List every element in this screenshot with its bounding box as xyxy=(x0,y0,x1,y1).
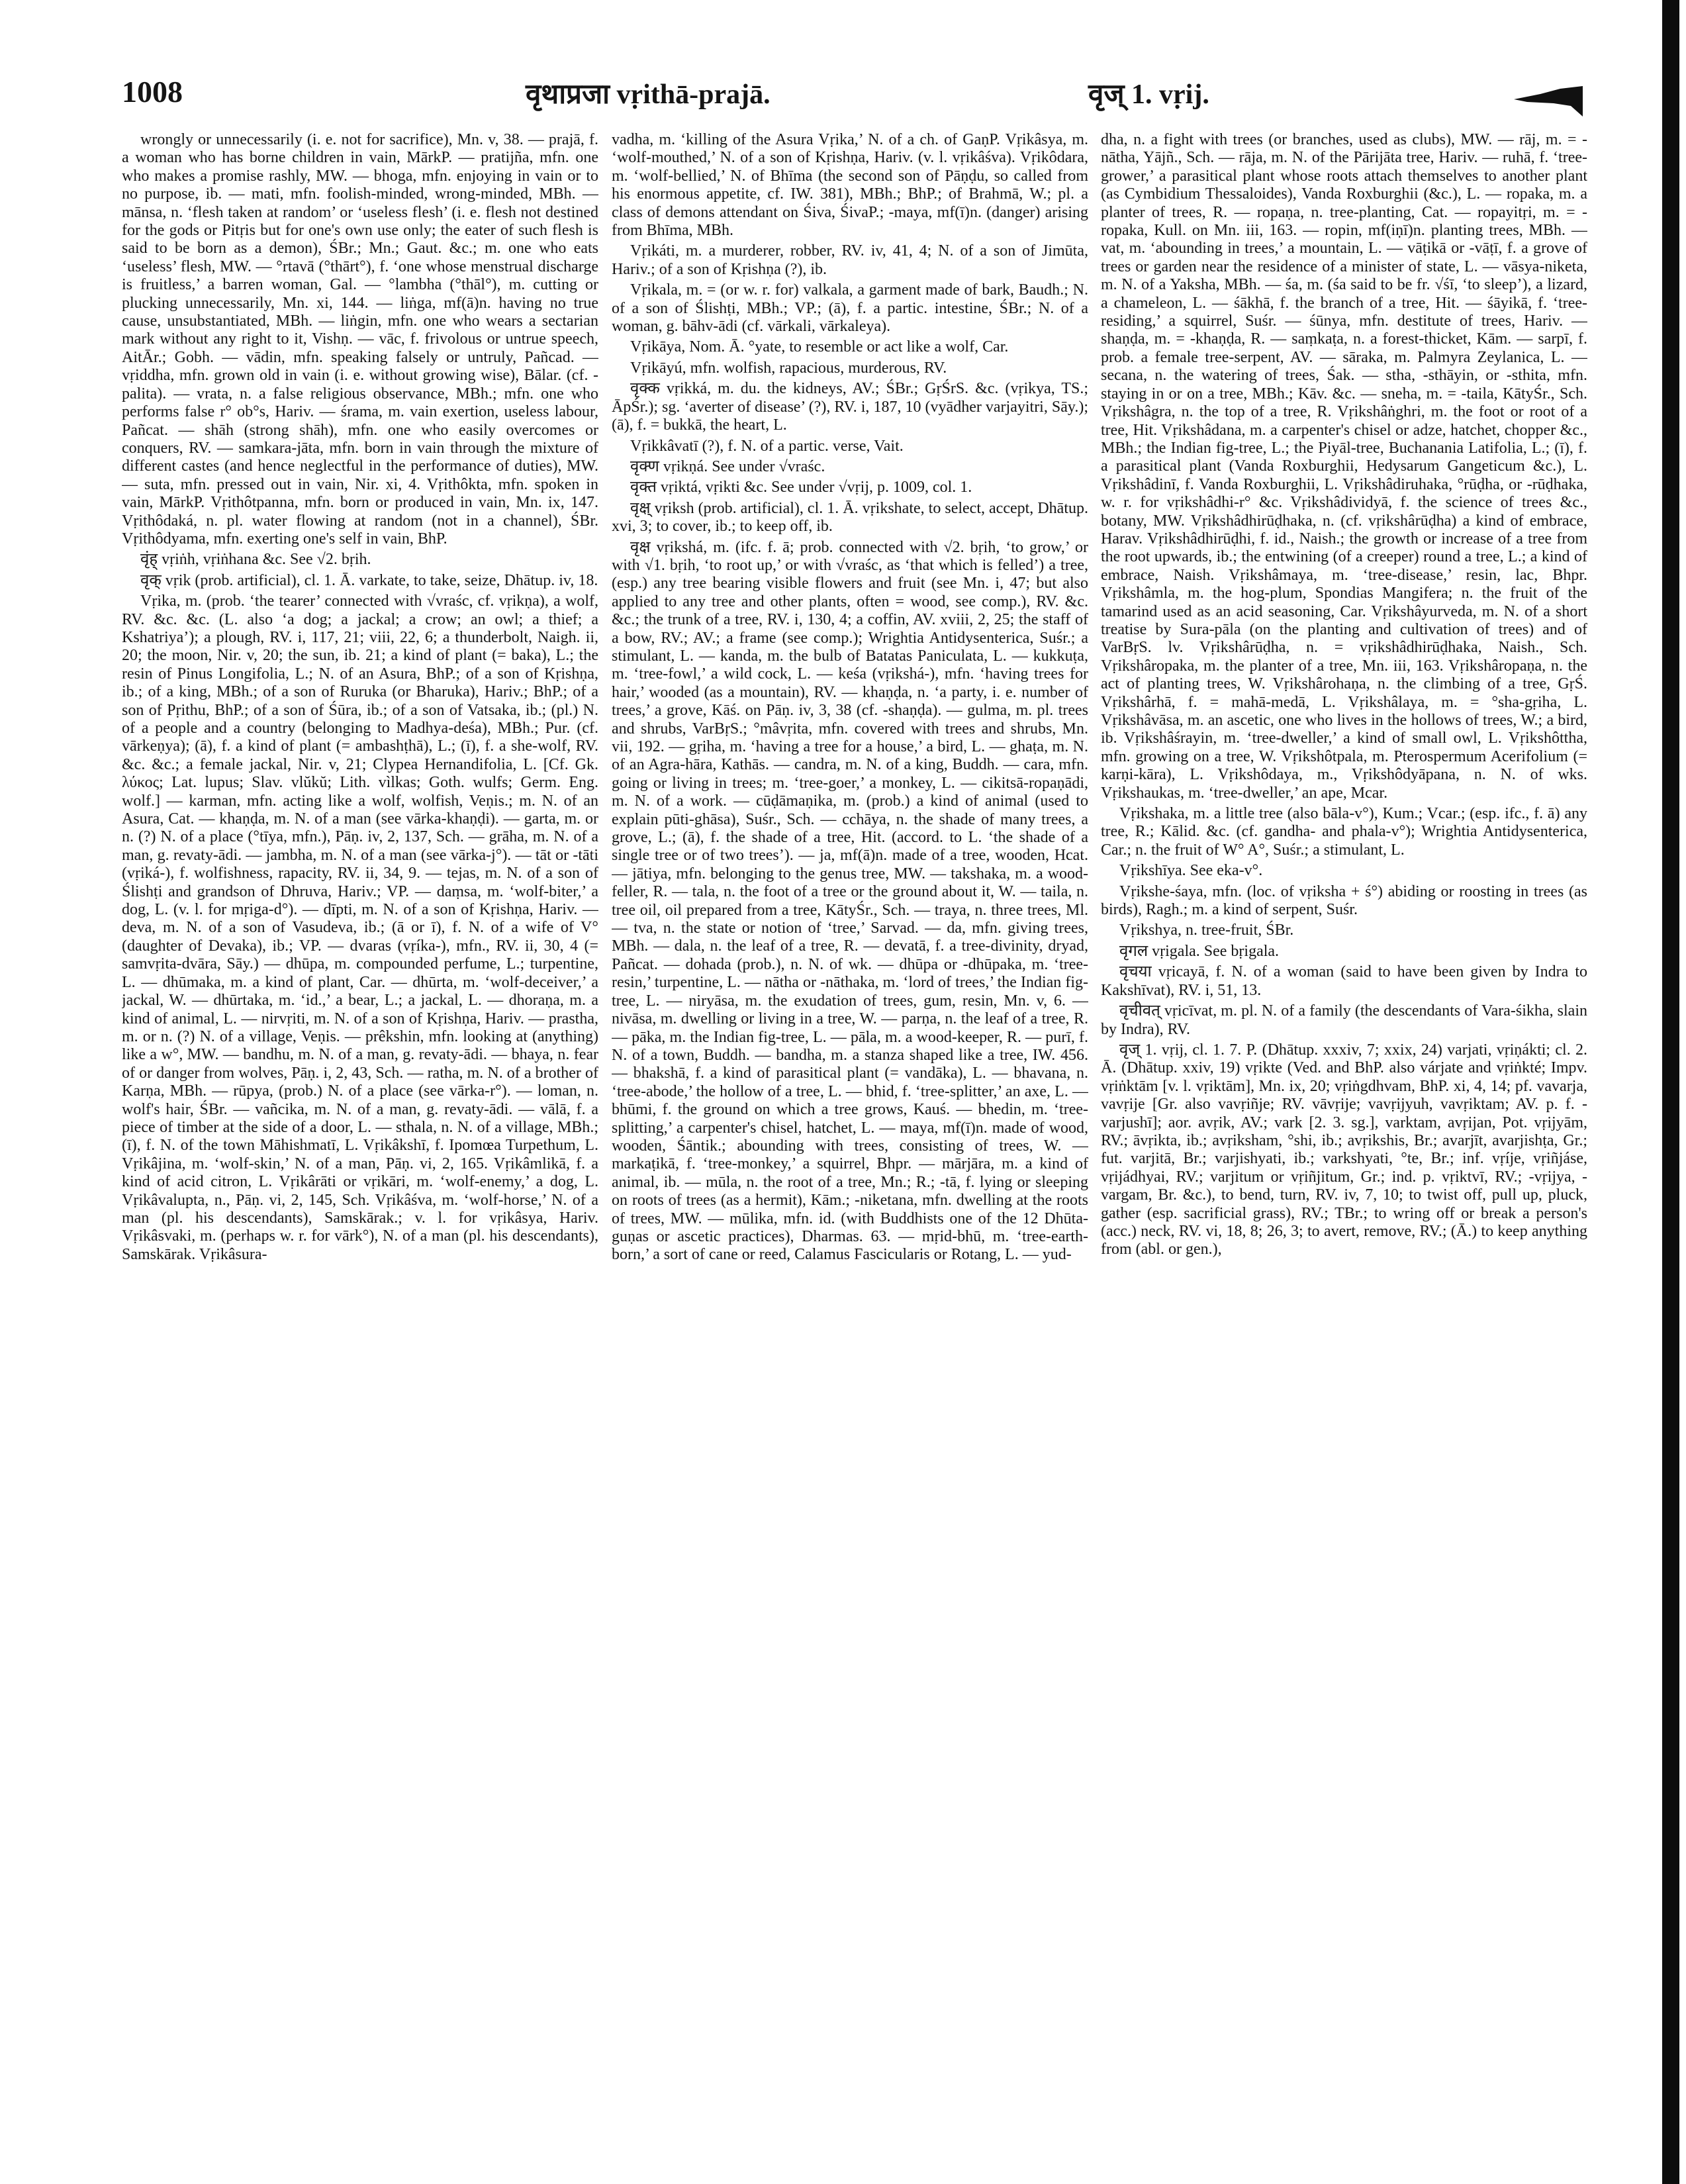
running-head-right: वृज् 1. vṛij. xyxy=(1088,79,1209,110)
dictionary-entry: Vṛika, m. (prob. ‘the tearer’ connected with √vraśc, cf. vṛikṇa), a wolf, RV. &c. &c. (L. also ‘a dog; a jackal; a crow; an owl; a thief; a Kshatriya’); a plough, RV. i, 117, 21; viii, 22, 6; a thunderbolt, Naigh. ii, 20; the moon, Nir. v, 20; the sun, ib. 21; a kind of plant (= baka), L.; the resin of Pinus Longifolia, L.; N. of an Asura, BhP.; of a son of Kṛishṇa, ib.; of a king, MBh.; of a son of Ruruka (or Bharuka), Hariv.; BhP.; of a son of Pṛithu, BhP.; of a son of Śūra, ib.; of a son of Vatsaka, ib.; (pl.) N. of a people and a country (belonging to Madhya-deśa), MBh.; Pur. (cf. vārkeṇya); (ā), f. a kind of plant (= ambashṭhā), L.; (ī), f. a she-wolf, RV. &c. &c.; a female jackal, Nir. v, 21; Clypea Hernandifolia, L. [Cf. Gk. λύκος; Lat. lupus; Slav. vlŭkŭ; Lith. vìlkas; Goth. wulfs; Germ. Eng. wolf.] — karman, mfn. acting like a wolf, wolfish, Veṇis.; m. N. of an Asura, Cat. — khaṇḍa, m. N. of a man (see vārka-khaṇḍi). — garta, m. or n. (?) N. of a place (°tīya, mfn.), Pāṇ. iv, 2, 137, Sch. — grāha, m. N. of a man, g. revaty-ādi. — jambha, m. N. of a man (see vārka-j°). — tāt or -tāti (vṛiká-), f. wolfishness, rapacity, RV. ii, 34, 9. — tejas, m. N. of a son of Ślishṭi and grandson of Dhruva, Hariv.; VP. — daṃsa, m. ‘wolf-biter,’ a dog, L. (v. l. for mṛiga-d°). — dīpti, m. N. of a son of Kṛishṇa, Hariv. — deva, m. N. of a son of Vasudeva, ib.; (ā or ī), f. N. of a wife of V° (daughter of Devaka), ib.; VP. — dvaras (vṛíka-), mfn., RV. ii, 30, 4 (= samvṛita-dvāra, Sāy.) — dhūpa, m. compounded perfume, L.; turpentine, L. — dhūmaka, m. a kind of plant, Car. — dhūrta, m. ‘wolf-deceiver,’ a jackal, W. — dhūrtaka, m. ‘id.,’ a bear, L.; a jackal, L. — dhoraṇa, m. a kind of animal, L. — nirvṛiti, m. N. of a son of Kṛishṇa, Hariv. — prastha, m. or n. (?) N. of a village, Veṇis. — prêkshin, mfn. looking at (anything) like a w°, MW. — bandhu, m. N. of a man, g. revaty-ādi. — bhaya, n. fear of or danger from wolves, Pāṇ. i, 2, 43, Sch. — ratha, m. N. of a brother of Karṇa, MBh. — rūpya, (prob.) N. of a place (see vārka-r°). — loman, n. wolf's hair, ŚBr. — vañcika, m. N. of a man, g. revaty-ādi. — vālā, f. a piece of timber at the side of a door, L. — sthala, n. N. of a village, MBh.; (ī), f. N. of the town Māhishmatī, L. Vṛikâkshī, f. Ipomœa Turpethum, L. Vṛikâjina, m. ‘wolf-skin,’ N. of a man, Pāṇ. vi, 2, 165. Vṛikâmlikā, f. a kind of acid citron, L. Vṛikârāti or vṛikāri, m. ‘wolf-enemy,’ a dog, L. Vṛikâvalupta, n., Pāṇ. vi, 2, 145, Sch. Vṛikâśva, m. ‘wolf-horse,’ N. of a man (pl. his descendants), Samskārak.; v. l. for vṛikâsya, Hariv. Vṛikâsvaki, m. (perhaps w. r. for vārk°), N. of a man (pl. his descendants), Samskārak. Vṛikâsura- xyxy=(122,593,598,1263)
dictionary-entry: वृंह् vṛiṅh, vṛiṅhana &c. See √2. bṛih. xyxy=(140,551,371,569)
dictionary-entry: Vṛikkâvatī (?), f. N. of a partic. verse, Vait. xyxy=(630,437,904,455)
dictionary-entry: वृचीवत् vṛicīvat, m. pl. N. of a family (the descendants of Vara-śikha, slain by Indra), RV. xyxy=(1101,1002,1587,1038)
dictionary-entry: वृज् 1. vṛij, cl. 1. 7. P. (Dhātup. xxxiv, 7; xxix, 24) varjati, vṛiṇákti; cl. 2. Ā. (Dhātup. xxiv, 19) vṛikte (Ved. and BhP. also várjate and vṛiṅkté; Impv. vṛiṅktām [v. l. vṛiktām], Mn. ix, 20; vṛiṅgdhvam, BhP. xi, 4, 14; pf. vavarja, vavṛije [Gr. also vavṛiñje; RV. vāvṛije; vavṛijyuh, vavṛiktam; AV. p. f. -varjushī]; aor. avṛik, AV.; vark [2. 3. sg.], varktam, avṛijan, Pot. vṛijyām, RV.; āvṛikta, ib.; avṛiksham, °shi, ib.; avṛikshis, Br.; avarjīt, avarjishṭa, Gr.; fut. varjitā, Br.; varjishyati, ib.; varkshyati, °te, Br.; inf. vṛíje, vṛiñjáse, vṛijádhyai, RV.; varjitum or vṛiñjitum, Gr.; ind. p. vṛiktvī, RV.; -vṛijya, -vargam, Br. &c.), to bend, turn, RV. iv, 7, 10; to twist off, pull up, pluck, gather (esp. sacrificial grass), RV.; TBr.; to wring off or break a person's (acc.) neck, RV. vi, 18, 8; 26, 3; to avert, remove, RV.; (Ā.) to keep anything from (abl. or gen.), xyxy=(1101,1041,1587,1258)
dictionary-entry: Vṛikshaka, m. a little tree (also bāla-v°), Kum.; Vcar.; (esp. ifc., f. ā) any tree, R.; Kālid. &c. (cf. gandha- and phala-v°); Wrightia Antidysenterica, Car.; n. the fruit of W° A°, Suśr.; a stimulant, L. xyxy=(1101,805,1587,859)
dictionary-entry: Vṛikāyú, mfn. wolfish, rapacious, murderous, RV. xyxy=(630,359,947,377)
corner-arrow-icon xyxy=(1514,86,1587,124)
dictionary-entry: Vṛikshīya. See eka-v°. xyxy=(1119,862,1263,880)
dictionary-entry: वृक्ण vṛikṇá. See under √vraśc. xyxy=(630,457,825,475)
dictionary-entry: वृक्क vṛikká, m. du. the kidneys, AV.; ŚBr.; GṛŚrS. &c. (vṛikya, TS.; ĀpŚr.); sg. ‘averter of disease’ (?), RV. i, 187, 10 (vyādher varjayitri, Sāy.); (ā), f. = bukkā, the heart, L. xyxy=(612,380,1088,434)
dictionary-entry: वृक्ष् vṛiksh (prob. artificial), cl. 1. Ā. vṛikshate, to select, accept, Dhātup. xvi, 3; to cover, ib.; to keep off, ib. xyxy=(612,499,1088,536)
dictionary-entry: वृचया vṛicayā, f. N. of a woman (said to have been given by Indra to Kakshīvat), RV. i, 51, 13. xyxy=(1101,963,1587,999)
dictionary-entry: वृक् vṛik (prob. artificial), cl. 1. Ā. varkate, to take, seize, Dhātup. iv, 18. xyxy=(140,571,598,589)
dictionary-entry: वृक्त vṛiktá, vṛikti &c. See under √vṛij, p. 1009, col. 1. xyxy=(630,479,972,497)
column-3 xyxy=(1101,131,1587,2131)
dictionary-entry: vadha, m. ‘killing of the Asura Vṛika,’ N. of a ch. of GaṇP. Vṛikâsya, m. ‘wolf-mouthed,’ N. of a son of Kṛishṇa, Hariv. (v. l. vṛikâśva). Vṛikôdara, m. ‘wolf-bellied,’ N. of Bhīma (the second son of Pāṇḍu, so called from his enormous appetite, cf. IW. 381), MBh.; BhP.; of Brahmā, W.; pl. a class of demons attendant on Śiva, ŚivaP.; -maya, mf(ī)n. (danger) arising from Bhīma, MBh. xyxy=(612,131,1088,240)
dictionary-entry: Vṛikshe-śaya, mfn. (loc. of vṛiksha + ś°) abiding or roosting in trees (as birds), Ragh.; m. a kind of serpent, Suśr. xyxy=(1101,882,1587,919)
dictionary-entry: वृक्ष vṛikshá, m. (ifc. f. ā; prob. connected with √2. bṛih, ‘to grow,’ or with √1. bṛih, ‘to root up,’ or with √vraśc, as ‘that which is felled’) a tree, (esp.) any tree bearing visible flowers and fruit (see Mn. i, 47; but also applied to any tree and other plants, often = wood, see comp.), RV. &c. &c.; the trunk of a tree, RV. i, 130, 4; a coffin, AV. xviii, 2, 25; the staff of a bow, RV.; AV.; a frame (see comp.); Wrightia Antidysenterica, Suśr.; a stimulant, L. — kanda, m. the bulb of Batatas Paniculata, L. — kukkuṭa, m. ‘tree-fowl,’ a wild cock, L. — keśa (vṛikshá-), mfn. ‘having trees for hair,’ wooded (as a mountain), RV. — khaṇḍa, n. ‘a party, i. e. number of trees,’ a grove, Kāś. on Pāṇ. iv, 3, 38 (cf. -shaṇḍa). — gulma, m. pl. trees and shrubs, VarBṛS.; °mâvṛita, mfn. covered with trees and shrubs, Mn. vii, 192. — gṛiha, m. ‘having a tree for a house,’ a bird, L. — ghaṭa, m. N. of an Agra-hāra, Kathās. — candra, m. N. of a king, Buddh. — cara, mfn. going or living in trees; m. ‘tree-goer,’ a monkey, L. — cikitsā-ropaṇādi, m. N. of a work. — cūḍāmaṇika, m. (prob.) a kind of animal (used to explain pūti-ghāsa), Suśr., Sch. — cchāya, n. the shade of many trees, a grove, L.; (ā), f. the shade of a tree, Hit. (accord. to L. ‘the shade of a single tree or of two trees’). — ja, mf(ā)n. made of a tree, wooden, Hcat. — jātiya, mfn. belonging to the genus tree, MW. — takshaka, m. a wood-feller, R. — tala, n. the foot of a tree or the ground about it, W. — taila, n. tree oil, oil prepared from a tree, KātyŚr., Sch. — traya, n. three trees, Ml. — tva, n. the state or notion of ‘tree,’ Sarvad. — da, mfn. giving trees, MBh. — dala, n. the leaf of a tree, R. — devatā, f. a tree-divinity, dryad, Pañcat. — dohada (prob.), n. N. of wk. — dhūpa or -dhūpaka, m. ‘tree-resin,’ turpentine, L. — nātha or -nāthaka, m. ‘lord of trees,’ the Indian fig-tree, L. — niryāsa, m. the exudation of trees, gum, resin, Mn. v, 6. — nivāsa, m. dwelling or living in a tree, W. — parṇa, n. the leaf of a tree, R. — pāka, m. the Indian fig-tree, L. — pāla, m. a wood-keeper, R. — purī, f. N. of a town, Buddh. — bandha, m. a stanza shaped like a tree, IW. 456. — bhakshā, f. a kind of parasitical plant (= vandāka), L. — bhavana, n. ‘tree-abode,’ the hollow of a tree, L. — bhid, f. ‘tree-splitter,’ an axe, L. — bhūmi, f. the ground on which a tree grows, Kauś. — bhedin, m. ‘tree-splitting,’ a carpenter's chisel, hatchet, L. — maya, mf(ī)n. made of wood, wooden, Śāntik.; abounding with trees, consisting of trees, W. — markaṭikā, f. ‘tree-monkey,’ a squirrel, Bhpr. — mārjāra, m. a kind of animal, ib. — mūla, n. the root of a tree, Mn.; R.; -tā, f. lying or sleeping on roots of trees (as a hermit), Kām.; -niketana, mfn. dwelling at the roots of trees, MW. — mūlika, mfn. id. (with Buddhists one of the 12 Dhūta-guṇas or ascetic practices), Dharmas. 63. — mṛid-bhū, m. ‘tree-earth-born,’ a sort of cane or reed, Calamus Fascicularis or Rotang, L. — yud- xyxy=(612,538,1088,1264)
dictionary-entry: dha, n. a fight with trees (or branches, used as clubs), MW. — rāj, m. = -nātha, Yājñ., Sch. — rāja, m. N. of the Pārijāta tree, Hariv. — ruhā, f. ‘tree-grower,’ a parasitical plant whose roots attach themselves to another plant (as Cymbidium Thessaloides), Vanda Roxburghii (&c.), L. — ropaka, m. a planter of trees, R. — ropaṇa, n. tree-planting, Cat. — ropayitṛi, m. = -ropaka, Kull. on Mn. iii, 163. — ropin, mf(iṇī)n. planting trees, MBh. — vat, m. ‘abounding in trees,’ a mountain, L. — vāṭikā or -vāṭī, f. a grove of trees or garden near the residence of a minister of state, L. — vāsya-niketa, m. N. of a Yaksha, MBh. — śa, m. (śa said to be fr. √śī, ‘to sleep’), a lizard, a chameleon, L. — śākhā, f. the branch of a tree, Hit. — śāyikā, f. ‘tree-residing,’ a squirrel, Suśr. — śūnya, mfn. destitute of trees, Hariv. — shaṇḍa, m. = -khaṇḍa, R. — saṃkaṭa, n. a forest-thicket, Kām. — sarpī, f. prob. a female tree-serpent, AV. — sāraka, m. Palmyra Zeylanica, L. — secana, n. the watering of trees, Śak. — stha, -sthāyin, or -sthita, mfn. staying in or on a tree, MBh.; Kāv. &c. — sneha, m. = -taila, KātyŚr., Sch. Vṛikshâgra, n. the top of a tree, R. Vṛikshâṅghri, m. the foot or root of a tree, Hit. Vṛikshâdana, m. a carpenter's chisel or adze, hatchet, chopper &c., MBh.; the Indian fig-tree, L.; the Piyāl-tree, Buchanania Latifolia, L.; (ī), f. a parasitical plant (Vanda Roxburghii, Hedysarum Gangeticum &c.), L. Vṛikshâdinī, f. Vanda Roxburghii, L. Vṛikshâdiruhaka, °rūḍha, or -rūḍhaka, w. r. for vṛikshâdhi-r° &c. Vṛikshâdividyā, f. the science of trees &c., botany, MW. Vṛikshâdhirūḍhaka, n. (cf. vṛikshârūḍha) a kind of embrace, Harav. Vṛikshâdhirūḍhi, f. id., Naish.; the growth or increase of a tree from the root upwards, ib.; the entwining (of a creeper) round a tree, L.; a kind of embrace, Naish. Vṛikshâmaya, m. ‘tree-disease,’ resin, lac, Bhpr. Vṛikshâmla, m. the hog-plum, Spondias Mangifera; n. the fruit of the tamarind used as an acid seasoning, Car. Vṛikshâyurveda, m. N. of a short treatise by Sura-pāla (on the planting and cultivation of trees) and of VarBṛS. lv. Vṛikshârūḍha, n. = vṛikshâdhirūḍhaka, Naish., Sch. Vṛikshâropaka, m. the planter of a tree, Mn. iii, 163. Vṛikshâropaṇa, n. the act of planting trees, W. Vṛikshârohaṇa, n. the climbing of a tree, GṛŚ. Vṛikshârhā, f. = mahā-medā, L. Vṛikshâlaya, m. = °sha-gṛiha, L. Vṛikshâvāsa, m. an ascetic, one who lives in the hollows of trees, W.; a bird, ib. Vṛikshâśrayin, m. ‘tree-dweller,’ a kind of small owl, L. Vṛikshôttha, mfn. growing on a tree, W. Vṛikshôtpala, m. Pterospermum Acerifolium (= karṇi-kāra), L. Vṛikshôdaya, m., Vṛikshôdyāpana, n. N. of wks. Vṛikshaukas, m. ‘tree-dweller,’ an ape, Mcar. xyxy=(1101,131,1587,802)
dictionary-entry: वृगल vṛigala. See bṛigala. xyxy=(1119,942,1280,960)
page-edge-bar xyxy=(1662,0,1679,2184)
column-2 xyxy=(612,131,1088,2131)
dictionary-entry: wrongly or unnecessarily (i. e. not for sacrifice), Mn. v, 38. — prajā, f. a woman who has borne children in vain, MārkP. — pratijña, mfn. one who makes a promise rashly, MW. — bhoga, mfn. enjoying in vain or to no purpose, ib. — mati, mfn. foolish-minded, wrong-minded, MBh. — mānsa, n. ‘flesh taken at random’ or ‘useless flesh’ (i. e. flesh not destined for the gods or Pitṛis but for one's own use only; the eater of such flesh is said to be born as a demon), ŚBr.; Mn.; Gaut. &c.; m. one who eats ‘useless’ flesh, MW. — °rtavā (°thārt°), f. ‘one whose menstrual discharge is fruitless,’ a barren woman, Gal. — °lambha (°thāl°), m. cutting or plucking unnecessarily, Mn. xi, 144. — liṅga, mf(ā)n. having no true cause, unsubstantiated, MBh. — liṅgin, mfn. one who wears a sectarian mark without any right to it, Vishṇ. — vāc, f. frivolous or untrue speech, AitĀr.; Gobh. — vādin, mfn. speaking falsely or untruly, Pañcad. — vṛiddha, mfn. grown old in vain (i. e. without growing wise), Bālar. (cf. -palita). — vrata, n. a false religious observance, MBh.; mfn. one who performs false r° ob°s, Hariv. — śrama, m. vain exertion, useless labour, Pañcat. — shāh (strong shāh), mfn. one who easily overcomes or conquers, RV. — samkara-jāta, mfn. born in vain through the mixture of different castes (and hence neglectful in the performance of duties), MW. — suta, mfn. pressed out in vain, Nir. xi, 4. Vṛithôkta, mfn. spoken in vain, MārkP. Vṛithôtpanna, mfn. born or produced in vain, Mn. ix, 147. Vṛithôdaká, n. pl. water flowing at random (not in a channel), ŚBr. Vṛithôdyama, mfn. exerting one's self in vain, BhP. xyxy=(122,131,598,547)
page-header xyxy=(122,74,1587,127)
running-head-left: वृथाप्रजा vṛithā-prajā. xyxy=(526,79,771,110)
dictionary-entry: Vṛikshya, n. tree-fruit, ŚBr. xyxy=(1119,922,1294,939)
dictionary-entry: Vṛikāya, Nom. Ā. °yate, to resemble or act like a wolf, Car. xyxy=(630,338,1009,356)
column-1 xyxy=(122,131,598,2131)
page-number: 1008 xyxy=(122,75,183,109)
dictionary-entry: Vṛikáti, m. a murderer, robber, RV. iv, 41, 4; N. of a son of Jimūta, Hariv.; of a son of Kṛishṇa (?), ib. xyxy=(612,242,1088,278)
dictionary-entry: Vṛikala, m. = (or w. r. for) valkala, a garment made of bark, Baudh.; N. of a son of Ślishṭi, MBh.; VP.; (ā), f. a partic. intestine, ŚBr.; N. of a woman, g. bāhv-ādi (cf. vārkali, vārkaleya). xyxy=(612,281,1088,336)
